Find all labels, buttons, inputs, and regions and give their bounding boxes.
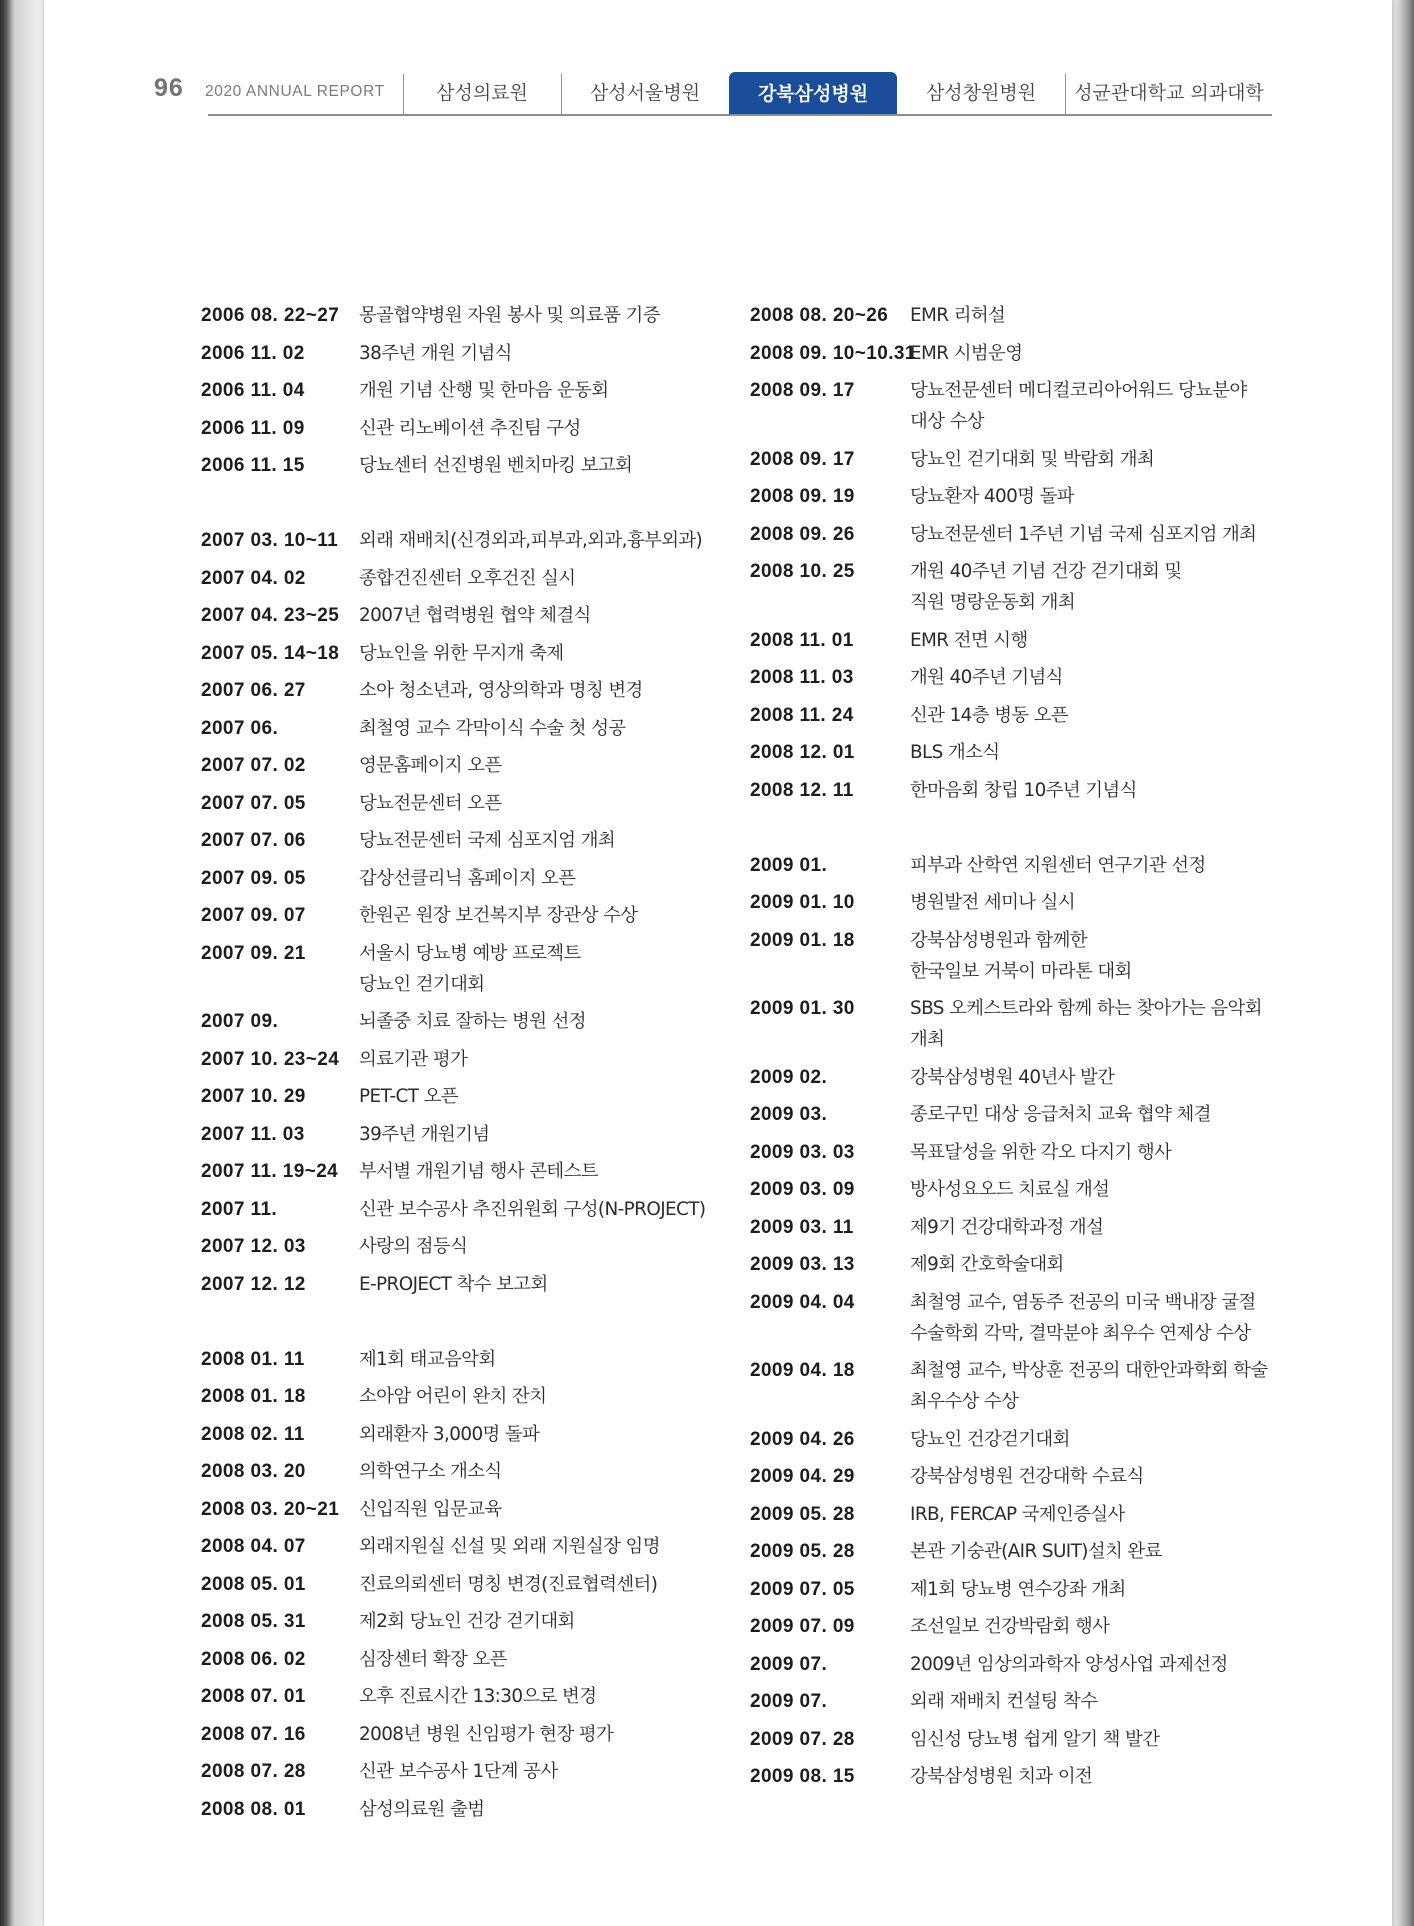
entry-description: 한마음회 창립 10주년 기념식 bbox=[910, 779, 1137, 801]
timeline-entry bbox=[201, 525, 736, 556]
timeline-entry bbox=[750, 993, 1310, 1055]
timeline-gap bbox=[750, 812, 1310, 843]
entry-date: 2009 07. 28 bbox=[750, 1728, 855, 1750]
entry-date: 2008 02. 11 bbox=[201, 1423, 305, 1445]
timeline-entry bbox=[750, 625, 1310, 656]
timeline-entry bbox=[201, 563, 736, 594]
report-page bbox=[44, 0, 1392, 1926]
entry-date: 2008 11. 03 bbox=[750, 667, 854, 688]
timeline-entry bbox=[201, 1269, 736, 1300]
entry-date: 2006 11. 09 bbox=[201, 417, 305, 439]
entry-description: 당뇨전문센터 1주년 기념 국제 심포지엄 개최 bbox=[910, 523, 1257, 545]
timeline-entry bbox=[201, 863, 736, 894]
entry-description: 강북삼성병원 치과 이전 bbox=[910, 1766, 1093, 1787]
entry-date: 2007 04. 02 bbox=[201, 567, 306, 589]
entry-description: 39주년 개원기념 bbox=[359, 1123, 490, 1145]
entry-description: 영문홈페이지 오픈 bbox=[359, 755, 502, 776]
entry-date: 2009 04. 18 bbox=[750, 1360, 855, 1381]
timeline-entry bbox=[750, 1212, 1310, 1243]
entry-description: 뇌졸중 치료 잘하는 병원 선정 bbox=[359, 1011, 586, 1032]
entry-date: 2008 11. 01 bbox=[750, 629, 854, 651]
entry-description: 강북삼성병원과 함께한 한국일보 거북이 마라톤 대회 bbox=[910, 929, 1132, 982]
timeline-entry bbox=[750, 1249, 1310, 1280]
entry-date: 2009 02. bbox=[750, 1066, 828, 1088]
timeline-entry bbox=[201, 450, 736, 481]
timeline-entry bbox=[201, 1531, 736, 1562]
entry-date: 2009 01. 10 bbox=[750, 892, 855, 913]
entry-description: 외래 재배치(신경외과,피부과,외과,흉부외과) bbox=[359, 530, 703, 551]
timeline-entry bbox=[750, 1574, 1310, 1605]
timeline-entry bbox=[201, 338, 736, 369]
timeline-entry bbox=[201, 1456, 736, 1487]
entry-date: 2007 11. 03 bbox=[201, 1123, 305, 1145]
entry-description: 오후 진료시간 13:30으로 변경 bbox=[359, 1686, 597, 1707]
timeline-entry bbox=[750, 662, 1310, 693]
entry-description: 삼성의료원 출범 bbox=[359, 1798, 485, 1820]
timeline-entry bbox=[750, 850, 1310, 881]
tab-samsung-medical-center[interactable]: 삼성의료원 bbox=[436, 82, 528, 104]
page-number: 96 bbox=[154, 74, 184, 102]
entry-description: 38주년 개원 기념식 bbox=[359, 342, 512, 364]
entry-description: PET-CT 오픈 bbox=[359, 1086, 458, 1107]
entry-date: 2009 05. 28 bbox=[750, 1503, 855, 1525]
entry-date: 2008 09. 26 bbox=[750, 523, 855, 545]
entry-description: 종합건진센터 오후건진 실시 bbox=[359, 567, 576, 589]
timeline-entry bbox=[201, 1231, 736, 1262]
entry-date: 2008 09. 19 bbox=[750, 486, 855, 507]
timeline-entry bbox=[201, 675, 736, 706]
timeline-entry bbox=[750, 300, 1310, 331]
entry-description: 방사성요오드 치료실 개설 bbox=[910, 1179, 1110, 1200]
timeline-entry bbox=[750, 1174, 1310, 1205]
timeline-entry bbox=[750, 700, 1310, 731]
entry-description: 병원발전 세미나 실시 bbox=[910, 892, 1075, 913]
entry-description: 당뇨전문센터 오픈 bbox=[359, 792, 502, 814]
timeline-entry bbox=[201, 1006, 736, 1037]
entry-date: 2007 07. 02 bbox=[201, 755, 306, 776]
timeline-entry bbox=[201, 638, 736, 669]
entry-date: 2006 11. 04 bbox=[201, 380, 305, 401]
timeline-entry bbox=[750, 887, 1310, 918]
timeline-entry bbox=[750, 481, 1310, 512]
entry-description: 목표달성을 위한 각오 다지기 행사 bbox=[910, 1141, 1172, 1163]
entry-date: 2009 03. 13 bbox=[750, 1254, 855, 1275]
entry-description: 소아암 어린이 완치 잔치 bbox=[359, 1386, 547, 1407]
entry-description: 신관 보수공사 추진위원회 구성(N-PROJECT) bbox=[359, 1198, 706, 1220]
report-title: 2020 ANNUAL REPORT bbox=[205, 83, 385, 100]
entry-date: 2009 05. 28 bbox=[750, 1541, 855, 1562]
entry-date: 2009 01. 18 bbox=[750, 929, 855, 951]
header-rule bbox=[208, 114, 1272, 116]
entry-date: 2008 10. 25 bbox=[750, 561, 855, 582]
entry-description: 2008년 병원 신임평가 현장 평가 bbox=[359, 1723, 614, 1745]
tab-skku-school-of-medicine[interactable]: 성균관대학교 의과대학 bbox=[1074, 82, 1264, 104]
entry-description: 최철영 교수, 박상훈 전공의 대한안과학회 학술 최우수상 수상 bbox=[910, 1360, 1268, 1412]
entry-date: 2007 11. bbox=[201, 1198, 278, 1220]
entry-date: 2007 09. 05 bbox=[201, 867, 306, 889]
timeline-entry bbox=[750, 1137, 1310, 1168]
entry-description: 강북삼성병원 40년사 발간 bbox=[910, 1066, 1115, 1088]
timeline-entry bbox=[750, 775, 1310, 806]
entry-description: 개원 40주년 기념 건강 걷기대회 및 직원 명랑운동회 개최 bbox=[910, 561, 1182, 613]
entry-date: 2008 07. 28 bbox=[201, 1761, 306, 1782]
entry-description: 신관 보수공사 1단계 공사 bbox=[359, 1761, 558, 1782]
entry-description: 신입직원 입문교육 bbox=[359, 1498, 502, 1520]
timeline-entry bbox=[201, 1419, 736, 1450]
entry-date: 2007 06. bbox=[201, 717, 279, 739]
entry-description: 당뇨인 건강걷기대회 bbox=[910, 1428, 1070, 1450]
timeline-right-column bbox=[750, 300, 1310, 1799]
timeline-entry bbox=[201, 1569, 736, 1600]
timeline-entry bbox=[750, 1461, 1310, 1492]
entry-description: EMR 리허설 bbox=[910, 305, 1006, 326]
entry-date: 2009 08. 15 bbox=[750, 1766, 855, 1787]
timeline-entry bbox=[201, 1381, 736, 1412]
entry-date: 2009 04. 29 bbox=[750, 1466, 855, 1487]
entry-description: 한원곤 원장 보건복지부 장관상 수상 bbox=[359, 905, 638, 926]
entry-description: 갑상선클리닉 홈페이지 오픈 bbox=[359, 867, 576, 889]
entry-date: 2007 04. 23~25 bbox=[201, 605, 340, 626]
entry-description: 몽골협약병원 자원 봉사 및 의료품 기증 bbox=[359, 305, 660, 326]
entry-date: 2008 03. 20 bbox=[201, 1461, 306, 1482]
entry-description: 본관 기숭관(AIR SUIT)설치 완료 bbox=[910, 1541, 1162, 1562]
timeline-entry bbox=[750, 375, 1310, 437]
tab-samsung-seoul-hospital[interactable]: 삼성서울병원 bbox=[589, 82, 701, 104]
entry-date: 2007 07. 06 bbox=[201, 830, 306, 851]
entry-description: 서울시 당뇨병 예방 프로젝트 당뇨인 걷기대회 bbox=[359, 942, 581, 995]
timeline-entry bbox=[201, 788, 736, 819]
entry-description: EMR 전면 시행 bbox=[910, 629, 1028, 651]
timeline-entry bbox=[750, 1686, 1310, 1717]
timeline-entry bbox=[750, 338, 1310, 369]
entry-description: 당뇨인 걷기대회 및 박람회 개최 bbox=[910, 448, 1155, 470]
entry-description: 제9회 간호학술대회 bbox=[910, 1254, 1064, 1275]
entry-description: 당뇨전문센터 메디컬코리아어워드 당뇨분야 대상 수상 bbox=[910, 380, 1247, 432]
entry-date: 2008 06. 02 bbox=[201, 1648, 306, 1670]
timeline-entry bbox=[201, 1194, 736, 1225]
timeline-entry bbox=[750, 1099, 1310, 1130]
timeline-entry bbox=[750, 1355, 1310, 1417]
timeline-entry bbox=[201, 825, 736, 856]
timeline-entry bbox=[201, 1344, 736, 1375]
tab-samsung-changwon-hospital[interactable]: 삼성창원병원 bbox=[925, 82, 1037, 104]
entry-date: 2007 10. 29 bbox=[201, 1086, 306, 1107]
timeline-entry bbox=[201, 1644, 736, 1675]
entry-date: 2009 07. 05 bbox=[750, 1578, 855, 1600]
entry-description: 당뇨센터 선진병원 벤치마킹 보고회 bbox=[359, 455, 633, 476]
timeline-entry bbox=[750, 737, 1310, 768]
entry-description: 제2회 당뇨인 건강 걷기대회 bbox=[359, 1611, 575, 1632]
timeline-entry bbox=[750, 519, 1310, 550]
entry-description: 개원 기념 산행 및 한마음 운동회 bbox=[359, 380, 609, 401]
entry-date: 2009 03. 03 bbox=[750, 1141, 855, 1163]
entry-date: 2008 05. 31 bbox=[201, 1611, 306, 1632]
entry-date: 2006 11. 02 bbox=[201, 342, 305, 364]
entry-description: 신관 14층 병동 오픈 bbox=[910, 704, 1069, 726]
entry-date: 2008 07. 01 bbox=[201, 1686, 306, 1707]
entry-description: IRB, FERCAP 국제인증실사 bbox=[910, 1503, 1125, 1525]
entry-date: 2007 12. 12 bbox=[201, 1273, 306, 1295]
entry-date: 2007 09. 07 bbox=[201, 905, 306, 926]
entry-description: EMR 시범운영 bbox=[910, 342, 1023, 364]
entry-date: 2007 05. 14~18 bbox=[201, 642, 340, 664]
entry-date: 2009 01. bbox=[750, 854, 828, 876]
timeline-entry bbox=[750, 444, 1310, 475]
entry-description: 외래 재배치 컨설팅 착수 bbox=[910, 1691, 1098, 1712]
entry-description: 강북삼성병원 건강대학 수료식 bbox=[910, 1466, 1144, 1487]
entry-date: 2008 01. 11 bbox=[201, 1348, 305, 1370]
timeline-entry bbox=[750, 925, 1310, 987]
entry-date: 2008 12. 11 bbox=[750, 779, 854, 801]
timeline-entry bbox=[750, 1499, 1310, 1530]
timeline-entry bbox=[201, 938, 736, 1000]
entry-description: E-PROJECT 착수 보고회 bbox=[359, 1273, 548, 1295]
entry-date: 2008 11. 24 bbox=[750, 704, 854, 726]
entry-description: 의료기관 평가 bbox=[359, 1048, 468, 1070]
entry-date: 2009 03. 11 bbox=[750, 1216, 854, 1238]
timeline-entry bbox=[201, 1494, 736, 1525]
timeline-entry bbox=[201, 1606, 736, 1637]
entry-description: 사랑의 점등식 bbox=[359, 1236, 468, 1257]
entry-date: 2008 09. 10~10.31 bbox=[750, 342, 916, 364]
entry-date: 2009 07. 09 bbox=[750, 1616, 855, 1637]
timeline-entry bbox=[201, 1044, 736, 1075]
timeline-entry bbox=[201, 900, 736, 931]
entry-description: 2007년 협력병원 협약 체결식 bbox=[359, 605, 591, 626]
tab-kangbuk-samsung-hospital[interactable]: 강북삼성병원 bbox=[729, 72, 897, 114]
entry-date: 2007 07. 05 bbox=[201, 792, 306, 814]
entry-date: 2009 03. 09 bbox=[750, 1179, 855, 1200]
entry-description: 당뇨전문센터 국제 심포지엄 개최 bbox=[359, 830, 616, 851]
timeline-entry bbox=[750, 1611, 1310, 1642]
entry-date: 2007 11. 19~24 bbox=[201, 1161, 339, 1182]
entry-date: 2009 03. bbox=[750, 1104, 828, 1125]
timeline-entry bbox=[750, 1062, 1310, 1093]
entry-date: 2008 01. 18 bbox=[201, 1386, 306, 1407]
timeline-entry bbox=[201, 1081, 736, 1112]
timeline-entry bbox=[201, 1156, 736, 1187]
entry-date: 2008 05. 01 bbox=[201, 1573, 306, 1595]
entry-date: 2008 09. 17 bbox=[750, 380, 855, 401]
page-header bbox=[44, 0, 1392, 130]
timeline-gap bbox=[201, 488, 736, 519]
entry-description: 최철영 교수 각막이식 수술 첫 성공 bbox=[359, 717, 626, 739]
entry-description: BLS 개소식 bbox=[910, 742, 1000, 763]
timeline-entry bbox=[201, 1794, 736, 1825]
entry-date: 2007 12. 03 bbox=[201, 1236, 306, 1257]
timeline-entry bbox=[750, 1536, 1310, 1567]
entry-date: 2008 08. 20~26 bbox=[750, 305, 889, 326]
timeline-entry bbox=[201, 300, 736, 331]
entry-date: 2006 11. 15 bbox=[201, 455, 305, 476]
entry-description: 피부과 산학연 지원센터 연구기관 선정 bbox=[910, 854, 1206, 876]
entry-date: 2008 07. 16 bbox=[201, 1723, 306, 1745]
timeline-entry bbox=[201, 750, 736, 781]
timeline-entry bbox=[750, 1424, 1310, 1455]
entry-description: 조선일보 건강박람회 행사 bbox=[910, 1616, 1110, 1637]
timeline-left-column bbox=[201, 300, 736, 1831]
entry-date: 2009 07. bbox=[750, 1691, 828, 1712]
timeline-entry bbox=[201, 375, 736, 406]
entry-date: 2009 04. 26 bbox=[750, 1428, 855, 1450]
entry-description: 당뇨환자 400명 돌파 bbox=[910, 486, 1074, 507]
entry-date: 2007 10. 23~24 bbox=[201, 1048, 340, 1070]
entry-description: 제1회 당뇨병 연수강좌 개최 bbox=[910, 1578, 1126, 1600]
entry-description: 외래환자 3,000명 돌파 bbox=[359, 1423, 540, 1445]
entry-date: 2009 07. bbox=[750, 1653, 828, 1675]
timeline-entry bbox=[201, 1681, 736, 1712]
entry-description: 최철영 교수, 염동주 전공의 미국 백내장 굴절 수술학회 각막, 결막분야 최우수 연제상 수상 bbox=[910, 1291, 1256, 1344]
entry-date: 2009 04. 04 bbox=[750, 1291, 855, 1313]
timeline-entry bbox=[750, 1761, 1310, 1792]
timeline-entry bbox=[201, 1719, 736, 1750]
entry-date: 2008 12. 01 bbox=[750, 742, 855, 763]
entry-description: 종로구민 대상 응급처치 교육 협약 체결 bbox=[910, 1104, 1211, 1125]
entry-date: 2007 09. 21 bbox=[201, 942, 306, 964]
entry-date: 2008 09. 17 bbox=[750, 448, 855, 470]
timeline-entry bbox=[201, 413, 736, 444]
entry-description: 제1회 태교음악회 bbox=[359, 1348, 496, 1370]
timeline-entry bbox=[750, 1649, 1310, 1680]
entry-date: 2009 01. 30 bbox=[750, 998, 855, 1019]
timeline-entry bbox=[201, 600, 736, 631]
entry-date: 2008 04. 07 bbox=[201, 1536, 306, 1557]
entry-date: 2007 06. 27 bbox=[201, 680, 306, 701]
timeline-entry bbox=[201, 713, 736, 744]
entry-description: 심장센터 확장 오픈 bbox=[359, 1648, 507, 1670]
timeline-gap bbox=[201, 1306, 736, 1337]
entry-description: 외래지원실 신설 및 외래 지원실장 임명 bbox=[359, 1536, 660, 1557]
timeline-entry bbox=[750, 556, 1310, 618]
entry-description: 소아 청소년과, 영상의학과 명칭 변경 bbox=[359, 680, 643, 701]
entry-description: SBS 오케스트라와 함께 하는 찾아가는 음악회 개최 bbox=[910, 998, 1262, 1050]
timeline-entry bbox=[201, 1756, 736, 1787]
entry-description: 당뇨인을 위한 무지개 축제 bbox=[359, 642, 564, 664]
entry-description: 부서별 개원기념 행사 콘테스트 bbox=[359, 1161, 598, 1182]
entry-date: 2007 03. 10~11 bbox=[201, 530, 339, 551]
entry-description: 진료의뢰센터 명칭 변경(진료협력센터) bbox=[359, 1573, 658, 1595]
entry-date: 2008 03. 20~21 bbox=[201, 1498, 340, 1520]
timeline-entry bbox=[750, 1287, 1310, 1349]
entry-description: 2009년 임상의과학자 양성사업 과제선정 bbox=[910, 1653, 1228, 1675]
entry-description: 임신성 당뇨병 쉽게 알기 책 발간 bbox=[910, 1728, 1160, 1750]
entry-date: 2006 08. 22~27 bbox=[201, 305, 340, 326]
timeline-entry bbox=[201, 1119, 736, 1150]
entry-date: 2008 08. 01 bbox=[201, 1798, 306, 1820]
entry-description: 신관 리노베이션 추진팀 구성 bbox=[359, 417, 581, 439]
entry-description: 개원 40주년 기념식 bbox=[910, 667, 1063, 688]
entry-description: 의학연구소 개소식 bbox=[359, 1461, 502, 1482]
entry-description: 제9기 건강대학과정 개설 bbox=[910, 1216, 1104, 1238]
timeline-entry bbox=[750, 1724, 1310, 1755]
entry-date: 2007 09. bbox=[201, 1011, 279, 1032]
